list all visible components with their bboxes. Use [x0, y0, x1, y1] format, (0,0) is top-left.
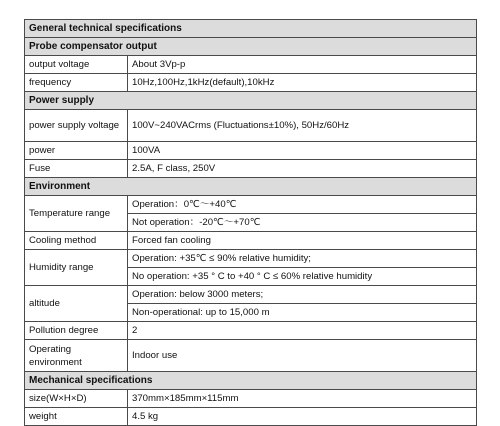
table-row [25, 232, 477, 250]
table-row [25, 286, 477, 304]
table-row [25, 142, 477, 160]
spec-value: Indoor use [128, 340, 477, 372]
section-header-row [25, 178, 477, 196]
spec-label: frequency [25, 74, 128, 92]
section-title: Probe compensator output [25, 38, 477, 56]
spec-value: 370mm×185mm×115mm [128, 390, 477, 408]
table-row [25, 340, 477, 372]
spec-value: About 3Vp-p [128, 56, 477, 74]
spec-value: 10Hz,100Hz,1kHz(default),10kHz [128, 74, 477, 92]
spec-label: weight [25, 408, 128, 426]
spec-label: power supply voltage [25, 110, 128, 142]
spec-value: 2.5A, F class, 250V [128, 160, 477, 178]
spec-label: Cooling method [25, 232, 128, 250]
table-row [25, 160, 477, 178]
spec-label: output voltage [25, 56, 128, 74]
spec-value: Operation: +35℃ ≤ 90% relative humidity; [128, 250, 477, 268]
spec-value: Operation：0℃～+40℃ [128, 196, 477, 214]
section-header-row [25, 92, 477, 110]
section-header-row [25, 38, 477, 56]
table-row [25, 56, 477, 74]
spec-label: size(W×H×D) [25, 390, 128, 408]
section-header-row [25, 20, 477, 38]
spec-value: 100VA [128, 142, 477, 160]
spec-value: Non-operational: up to 15,000 m [128, 304, 477, 322]
spec-table-body [25, 20, 477, 426]
spec-value: Not operation：-20℃～+70℃ [128, 214, 477, 232]
spec-value: 2 [128, 322, 477, 340]
table-row [25, 390, 477, 408]
section-title: Mechanical specifications [25, 372, 477, 390]
spec-label: Fuse [25, 160, 128, 178]
spec-label: Pollution degree [25, 322, 128, 340]
spec-value: Operation: below 3000 meters; [128, 286, 477, 304]
section-title: General technical specifications [25, 20, 477, 38]
spec-table [24, 19, 477, 426]
spec-value: 4.5 kg [128, 408, 477, 426]
spec-value: No operation: +35 ° C to +40 ° C ≤ 60% relative humidity [128, 268, 477, 286]
table-row [25, 110, 477, 142]
spec-label: Humidity range [25, 250, 128, 286]
table-row [25, 322, 477, 340]
table-row [25, 250, 477, 268]
table-row [25, 196, 477, 214]
section-title: Power supply [25, 92, 477, 110]
spec-value: Forced fan cooling [128, 232, 477, 250]
spec-label: power [25, 142, 128, 160]
table-row [25, 74, 477, 92]
section-title: Environment [25, 178, 477, 196]
spec-value: 100V~240VACrms (Fluctuations±10%), 50Hz/60Hz [128, 110, 477, 142]
spec-label: Operating environment [25, 340, 128, 372]
spec-label: altitude [25, 286, 128, 322]
table-row [25, 408, 477, 426]
spec-label: Temperature range [25, 196, 128, 232]
section-header-row [25, 372, 477, 390]
